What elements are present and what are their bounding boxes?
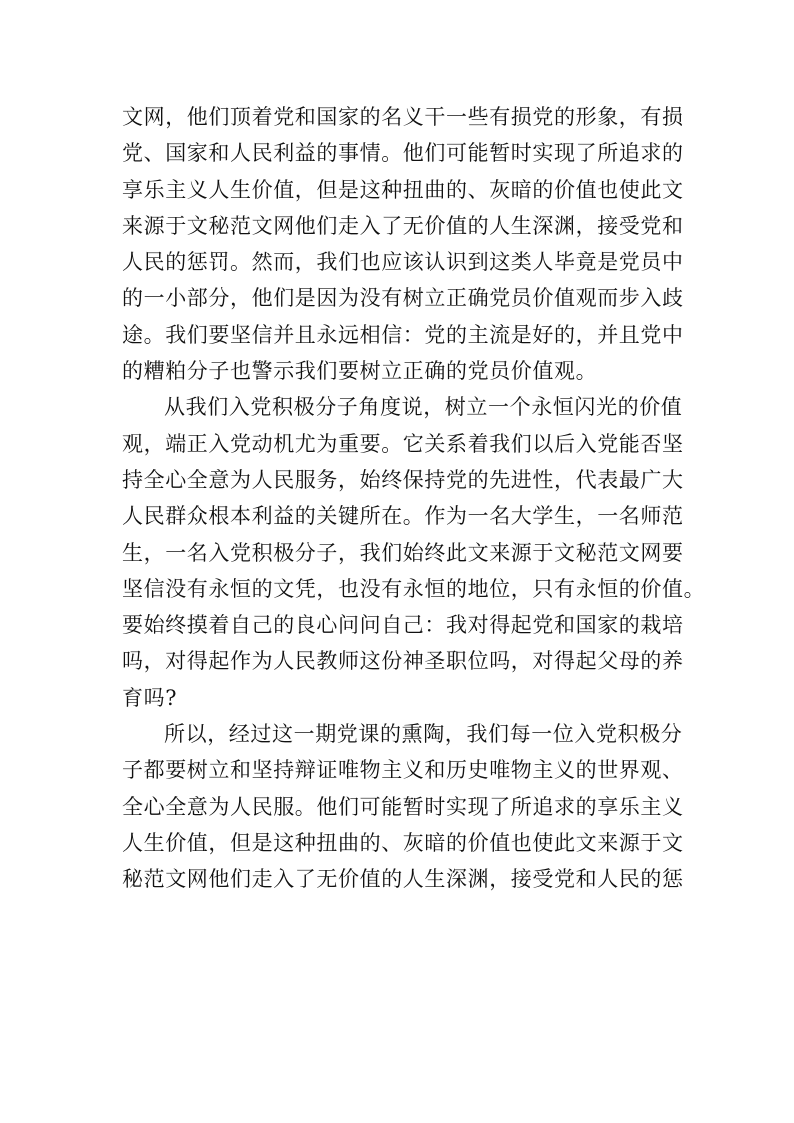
text-line: 全心全意为人民服。他们可能暂时实现了所追求的享乐主义 — [122, 794, 684, 819]
paragraph-start-line: 从我们入党积极分子角度说，树立一个永恒闪光的价值 — [164, 395, 683, 420]
text-line: 育吗? — [122, 685, 178, 710]
body-text — [122, 99, 706, 898]
text-line: 吗，对得起作为人民教师这份神圣职位吗，对得起父母的养 — [122, 649, 684, 674]
text-line: 观，端正入党动机尤为重要。它关系着我们以后入党能否坚 — [122, 431, 684, 456]
text-line: 生，一名入党积极分子，我们始终此文来源于文秘范文网要 — [122, 540, 684, 565]
paragraph-start-line: 所以，经过这一期党课的熏陶，我们每一位入党积极分 — [164, 722, 683, 747]
text-line: 党、国家和人民利益的事情。他们可能暂时实现了所追求的 — [122, 141, 684, 166]
text-line: 的一小部分，他们是因为没有树立正确党员价值观而步入歧 — [122, 286, 684, 311]
text-line: 来源于文秘范文网他们走入了无价值的人生深渊，接受党和 — [122, 213, 684, 238]
text-line: 享乐主义人生价值，但是这种扭曲的、灰暗的价值也使此文 — [122, 177, 684, 202]
text-line: 途。我们要坚信并且永远相信：党的主流是好的，并且党中 — [122, 322, 684, 347]
text-line: 持全心全意为人民服务，始终保持党的先进性，代表最广大 — [122, 467, 684, 492]
text-line: 文网，他们顶着党和国家的名义干一些有损党的形象，有损 — [122, 105, 684, 129]
text-line: 秘范文网他们走入了无价值的人生深渊，接受党和人民的惩 — [122, 867, 684, 892]
text-line: 要始终摸着自己的良心问问自己：我对得起党和国家的栽培 — [122, 613, 684, 638]
text-line: 坚信没有永恒的文凭，也没有永恒的地位，只有永恒的价值。 — [122, 576, 706, 601]
text-line: 人民的惩罚。然而，我们也应该认识到这类人毕竟是党员中 — [122, 250, 684, 275]
text-line: 人民群众根本利益的关键所在。作为一名大学生，一名师范 — [122, 504, 684, 529]
text-line: 的糟粕分子也警示我们要树立正确的党员价值观。 — [122, 359, 598, 384]
text-line: 子都要树立和坚持辩证唯物主义和历史唯物主义的世界观、 — [122, 758, 684, 783]
text-line: 人生价值，但是这种扭曲的、灰暗的价值也使此文来源于文 — [122, 830, 684, 855]
